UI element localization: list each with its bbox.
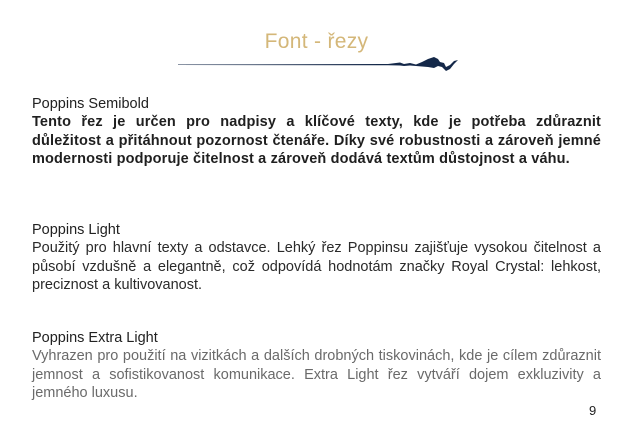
section-extra-light — [32, 329, 601, 403]
section-label: Poppins Light — [32, 222, 120, 238]
section-body: Použitý pro hlavní texty a odstavce. Lehký řez Poppinsu zajišťuje vysokou čitelnost a působí vzdušně a elegantně, což odpovídá hodnotám značky Royal Crystal: lehkost, preciznost a kultivovanost. — [32, 240, 601, 293]
ornament-divider-icon — [178, 53, 458, 75]
page-title: Font - řezy — [264, 30, 369, 53]
section-body: Vyhrazen pro použití na vizitkách a dalších drobných tiskovinách, kde je cílem zdůraznit jemnost a sofistikovanost komunikace. Extra Light řez vytváří dojem exkluzivity a jemného luxusu. — [32, 348, 601, 401]
section-label: Poppins Semibold — [32, 96, 149, 112]
section-body: Tento řez je určen pro nadpisy a klíčové texty, kde je potřeba zdůraznit důležitost a přitáhnout pozornost čtenáře. Díky své robustnosti a zároveň jemné modernosti podporuje čitelnost a zároveň dodává textům důstojnost a váhu. — [32, 114, 601, 167]
page-number: 9 — [589, 403, 597, 418]
section-semibold — [32, 95, 601, 169]
section-light — [32, 221, 601, 295]
section-label: Poppins Extra Light — [32, 330, 158, 346]
